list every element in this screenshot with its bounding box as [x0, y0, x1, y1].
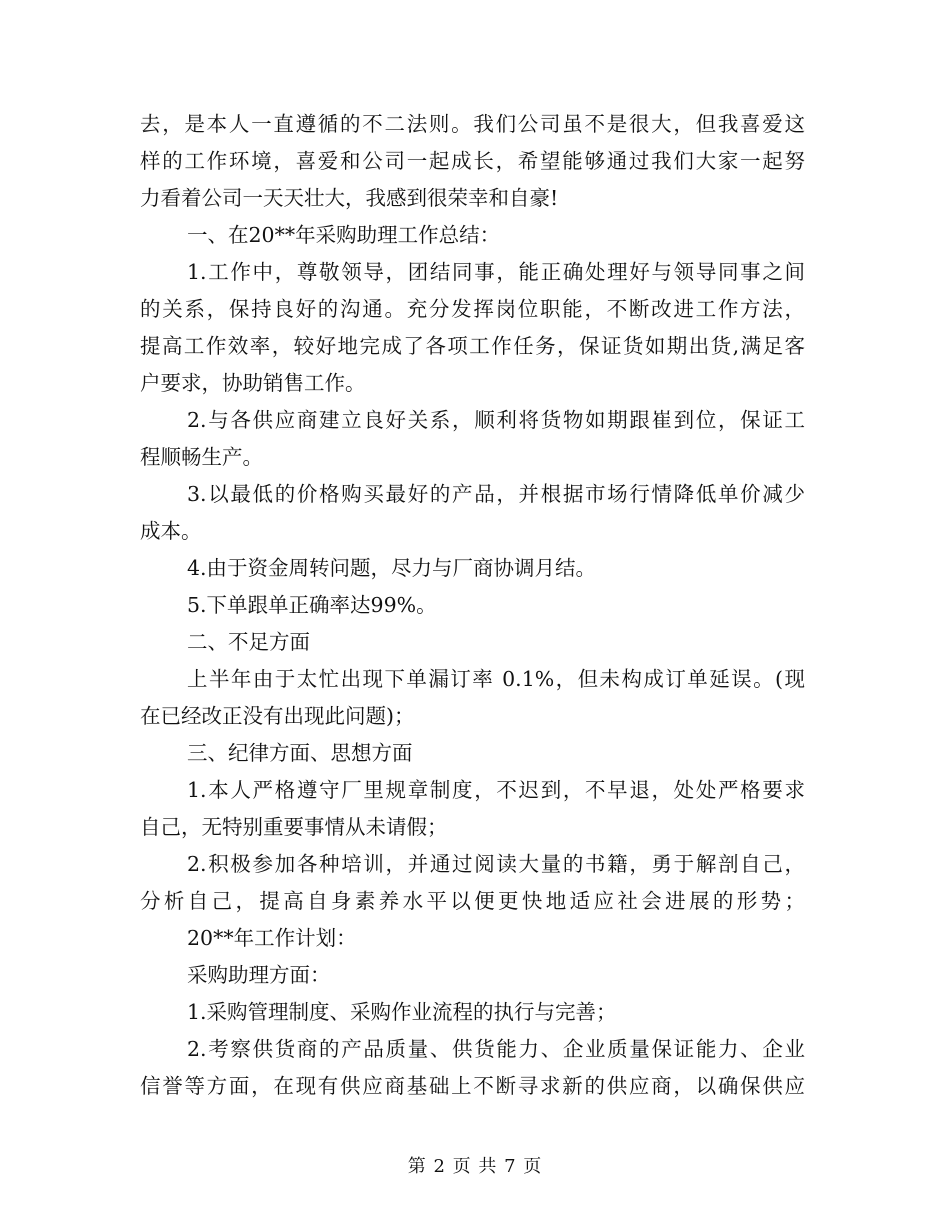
- text-line: 采购助理方面：: [187, 963, 331, 987]
- text-line: 1.本人严格遵守厂里规章制度，不迟到，不早退，处处严格要求: [187, 778, 805, 802]
- text-line: 2.积极参加各种培训，并通过阅读大量的书籍，勇于解剖自己，: [187, 852, 805, 876]
- text-line: 提高工作效率，较好地完成了各项工作任务，保证货如期出货,满足客: [140, 334, 805, 358]
- text-line: 二、不足方面: [187, 630, 310, 654]
- text-line: 程顺畅生产。: [140, 445, 263, 469]
- text-line: 1.采购管理制度、采购作业流程的执行与完善；: [187, 1000, 617, 1024]
- text-line: 20**年工作计划：: [187, 926, 357, 950]
- text-line: 自己，无特别重要事情从未请假；: [140, 815, 448, 839]
- text-line: 5.下单跟单正确率达99%。: [187, 593, 437, 617]
- text-line: 上半年由于太忙出现下单漏订率 0.1%，但未构成订单延误。(现: [187, 667, 805, 691]
- text-line: 户要求，协助销售工作。: [140, 371, 366, 395]
- text-line: 的关系，保持良好的沟通。充分发挥岗位职能，不断改进工作方法，: [140, 297, 805, 321]
- text-line: 2.考察供货商的产品质量、供货能力、企业质量保证能力、企业: [187, 1037, 805, 1061]
- text-line: 力看着公司一天天壮大，我感到很荣幸和自豪!: [140, 186, 559, 210]
- text-line: 三、纪律方面、思想方面: [187, 741, 413, 765]
- text-line: 4.由于资金周转问题，尽力与厂商协调月结。: [187, 556, 597, 580]
- document-body: [140, 106, 805, 1105]
- text-line: 1.工作中，尊敬领导，团结同事，能正确处理好与领导同事之间: [187, 260, 805, 284]
- text-line: 信誉等方面，在现有供应商基础上不断寻求新的供应商，以确保供应: [140, 1074, 805, 1098]
- text-line: 一、在20**年采购助理工作总结：: [187, 223, 501, 247]
- text-line: 样的工作环境，喜爱和公司一起成长，希望能够通过我们大家一起努: [140, 149, 805, 173]
- page-footer: 第 2 页 共 7 页: [407, 1156, 543, 1177]
- text-line: 3.以最低的价格购买最好的产品，并根据市场行情降低单价减少: [187, 482, 805, 506]
- text-line: 在已经改正没有出现此问题)；: [140, 704, 415, 728]
- text-line: 分析自己，提高自身素养水平以便更快地适应社会进展的形势；: [140, 889, 805, 913]
- text-line: 去，是本人一直遵循的不二法则。我们公司虽不是很大，但我喜爱这: [140, 112, 805, 136]
- text-line: 2.与各供应商建立良好关系，顺利将货物如期跟崔到位，保证工: [187, 408, 805, 432]
- text-line: 成本。: [140, 519, 202, 543]
